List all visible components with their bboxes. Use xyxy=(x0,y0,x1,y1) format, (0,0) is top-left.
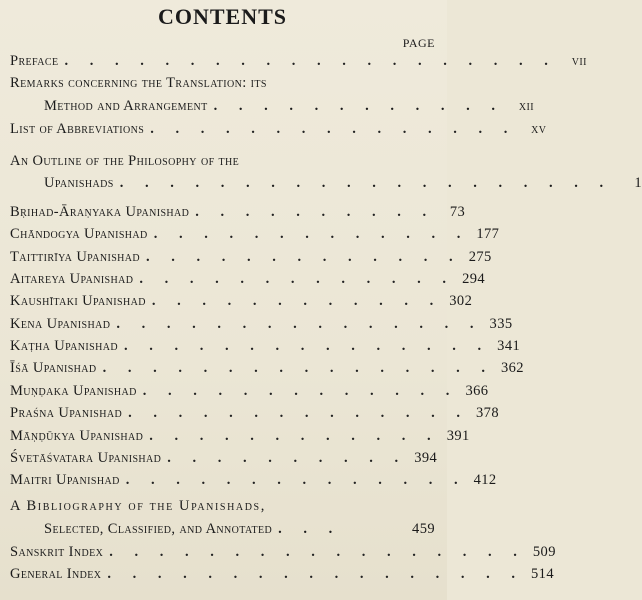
toc-entry-page: 362 xyxy=(500,360,524,377)
toc-entry-upanishad[interactable] xyxy=(10,290,473,312)
toc-entry-page: 302 xyxy=(449,293,473,310)
toc-entry-title: General Index xyxy=(10,565,102,582)
toc-entry-upanishad[interactable] xyxy=(10,424,470,446)
toc-entry-upanishad[interactable] xyxy=(10,447,438,469)
toc-entry-page: 394 xyxy=(414,450,438,467)
toc-entry-abbreviations[interactable] xyxy=(10,117,547,139)
toc-entry-upanishad[interactable] xyxy=(10,200,466,222)
toc-entry-page: xv xyxy=(531,120,547,137)
toc-entry-title-line2: Upanishads xyxy=(44,175,114,192)
toc-entry-page: 177 xyxy=(476,226,500,243)
toc-entry-bibliography[interactable] xyxy=(10,495,435,540)
dot-leader: . . . . . . . . . . . . . . . xyxy=(150,120,517,137)
dot-leader: . . . . . . . . . . . . . . . . . . . . xyxy=(119,175,613,192)
toc-entry-title: Preface xyxy=(10,53,59,70)
toc-entry-upanishad[interactable] xyxy=(10,223,500,245)
dot-leader: . . . . . . . . . . xyxy=(167,450,408,467)
toc-entry-title: Māṇḍūkya Upanishad xyxy=(10,427,144,444)
toc-entry-title: Bṛihad-Āraṇyaka Upanishad xyxy=(10,203,190,220)
toc-entry-remarks[interactable] xyxy=(10,72,534,117)
dot-leader: . . . . . . . . . . . . . . . xyxy=(116,315,483,332)
toc-entry-page: 275 xyxy=(468,248,492,265)
toc-entry-upanishad[interactable] xyxy=(10,402,499,424)
toc-entry-outline[interactable] xyxy=(10,150,642,195)
toc-entry-upanishad[interactable] xyxy=(10,268,486,290)
toc-entry-upanishad[interactable] xyxy=(10,312,513,334)
dot-leader: . . . . . . . . . . . . . . . xyxy=(124,338,491,355)
page-column-label: PAGE xyxy=(402,36,435,50)
toc-entry-page: xii xyxy=(518,98,534,115)
toc-entry-sanskrit-index[interactable] xyxy=(10,540,556,562)
toc-entry-page: 73 xyxy=(449,203,466,220)
toc-entry-page: 514 xyxy=(531,565,554,582)
toc-entry-page: 1 xyxy=(634,175,642,192)
toc-entry-title: Śvetāśvatara Upanishad xyxy=(10,450,162,467)
dot-leader: . . . . . . . . . . . . . . . . . xyxy=(107,565,524,582)
toc-entry-title: Maitri Upanishad xyxy=(10,472,120,489)
toc-entry-page: 366 xyxy=(465,382,489,399)
toc-entry-upanishad[interactable] xyxy=(10,379,489,401)
contents-heading: CONTENTS xyxy=(157,4,288,29)
toc-entry-preface[interactable] xyxy=(10,50,587,72)
upanishad-list xyxy=(10,200,524,491)
toc-entry-title: Kaushītaki Upanishad xyxy=(10,293,146,310)
toc-entry-title: Muṇḍaka Upanishad xyxy=(10,382,137,399)
toc-entry-title-line2: Method and Arrangement xyxy=(44,98,208,115)
toc-entry-title-line2: Selected, Classified, and Annotated xyxy=(44,521,273,538)
toc-entry-title: Kaṭha Upanishad xyxy=(10,338,118,355)
dot-leader: . . . . . . . . . . . . . . . . xyxy=(102,360,494,377)
toc-entry-title: Aitareya Upanishad xyxy=(10,270,134,287)
toc-entry-page: 459 xyxy=(412,521,435,538)
toc-entry-page: vii xyxy=(571,53,587,70)
toc-entry-page: 412 xyxy=(473,472,497,489)
toc-entry-general-index[interactable] xyxy=(10,563,554,585)
dot-leader: . . . . . . . . . . . . . xyxy=(142,382,459,399)
toc-entry-upanishad[interactable] xyxy=(10,357,524,379)
toc-entry-page: 391 xyxy=(446,427,470,444)
toc-entry-page: 378 xyxy=(476,405,499,422)
toc-entry-title: Īśā Upanishad xyxy=(10,360,97,377)
dot-leader: . . . . . . . . . . . . xyxy=(213,98,504,115)
dot-leader: . . . xyxy=(278,521,342,538)
toc-entry-page: 294 xyxy=(462,270,486,287)
toc-entry-upanishad[interactable] xyxy=(10,469,497,491)
toc-entry-title-line1: Remarks concerning the Translation: its xyxy=(10,75,267,92)
toc-entry-title: Praśna Upanishad xyxy=(10,405,123,422)
toc-entry-title: Taittirīya Upanishad xyxy=(10,248,141,265)
toc-entry-title-line1: An Outline of the Philosophy of the xyxy=(10,152,240,169)
toc-entry-upanishad[interactable] xyxy=(10,335,521,357)
toc-entry-title: Chāndogya Upanishad xyxy=(10,226,148,243)
dot-leader: . . . . . . . . . . . . . xyxy=(146,248,462,265)
dot-leader: . . . . . . . . . . xyxy=(195,203,436,220)
dot-leader: . . . . . . . . . . . . . xyxy=(139,270,456,287)
toc-entry-upanishad[interactable] xyxy=(10,245,492,267)
dot-leader: . . . . . . . . . . . . . xyxy=(153,226,470,243)
toc-entry-title: Sanskrit Index xyxy=(10,543,104,560)
toc-entry-page: 509 xyxy=(532,543,556,560)
dot-leader: . . . . . . . . . . . . . . . . . . . . xyxy=(64,53,557,70)
index-list xyxy=(10,540,556,585)
dot-leader: . . . . . . . . . . . . . . xyxy=(128,405,469,422)
dot-leader: . . . . . . . . . . . . . . xyxy=(125,472,467,489)
dot-leader: . . . . . . . . . . . . xyxy=(149,427,440,444)
toc-entry-title-line1: A Bibliography of the Upanishads, xyxy=(10,498,266,515)
toc-list xyxy=(10,50,587,72)
toc-entry-page: 335 xyxy=(489,315,513,332)
dot-leader: . . . . . . . . . . . . xyxy=(151,293,443,310)
toc-entry-title: Kena Upanishad xyxy=(10,315,111,332)
dot-leader: . . . . . . . . . . . . . . . . . xyxy=(109,543,526,560)
toc-entry-page: 341 xyxy=(497,338,521,355)
toc-entry-title: List of Abbreviations xyxy=(10,120,145,137)
